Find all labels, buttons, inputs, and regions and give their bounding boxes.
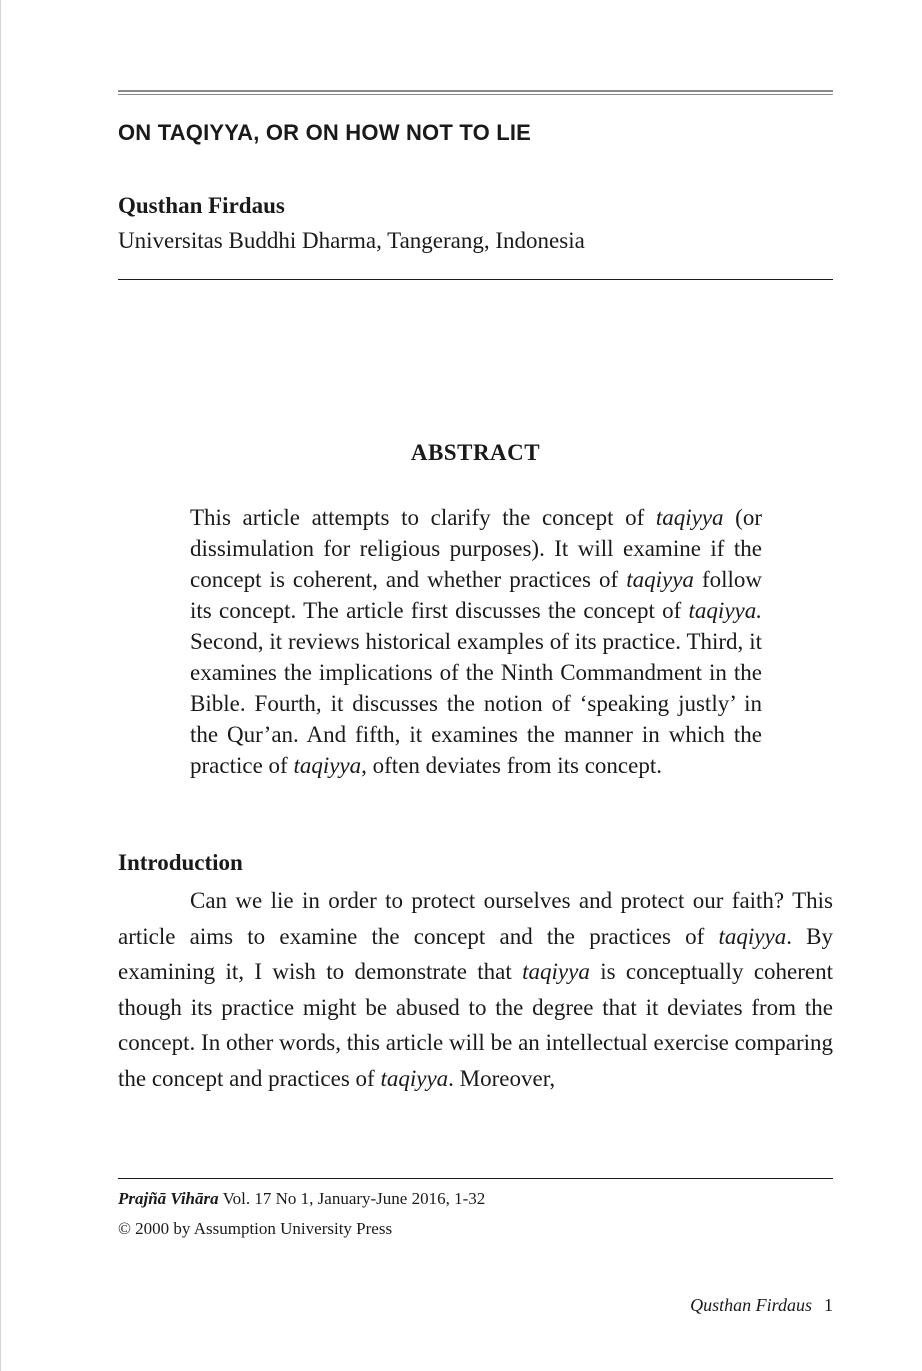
article-title: ON TAQIYYA, OR ON HOW NOT TO LIE xyxy=(118,120,532,145)
author-name: Qusthan Firdaus xyxy=(118,193,285,218)
author-affiliation: Universitas Buddhi Dharma, Tangerang, Indonesia xyxy=(118,228,585,253)
running-footer xyxy=(690,1295,833,1316)
running-author: Qusthan Firdaus xyxy=(690,1295,812,1315)
introduction-paragraph: Can we lie in order to protect ourselves and protect our faith? This article aims to examine the concept and the practices of taqiyya. By examining it, I wish to demonstrate that taqiyya is conceptually coherent though its practice might be abused to the degree that it deviates from the concept. In other words, this article will be an intellectual exercise comparing the concept and practices of taqiyya. Moreover, xyxy=(118,888,833,1091)
page-edge xyxy=(0,0,1,1371)
abstract-body: This article attempts to clarify the concept of taqiyya (or dissimulation for religious purposes). It will examine if the concept is coherent, and whether practices of taqiyya follow its concept. The article first discusses the concept of taqiyya. Second, it reviews historical examples of its practice. Third, it examines the implications of the Ninth Commandment in the Bible. Fourth, it discusses the notion of ‘speaking justly’ in the Qur’an. And fifth, it examines the manner in which the practice of taqiyya, often deviates from its concept. xyxy=(190,505,762,778)
copyright-notice: © 2000 by Assumption University Press xyxy=(118,1219,393,1238)
footnote-rule xyxy=(118,1178,833,1179)
citation-details: Vol. 17 No 1, January-June 2016, 1-32 xyxy=(218,1189,486,1208)
journal-citation xyxy=(118,1189,485,1209)
page-number: 1 xyxy=(824,1295,833,1315)
abstract-heading: ABSTRACT xyxy=(410,440,541,465)
header-double-rule xyxy=(118,90,833,95)
introduction-heading: Introduction xyxy=(118,850,243,875)
journal-name: Prajñā Vihāra xyxy=(118,1189,219,1208)
header-bottom-rule xyxy=(118,279,833,280)
